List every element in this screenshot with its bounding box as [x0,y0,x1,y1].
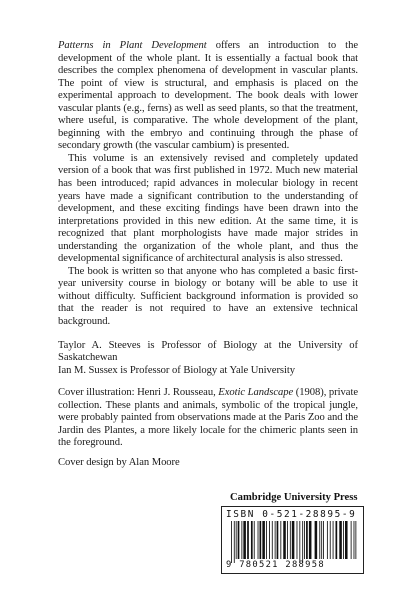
barcode-digits: 9 780521 288958 [226,560,325,570]
isbn-barcode-box [221,506,364,574]
cover-illustration-description: (1908), private collection. These plants and animals, symbolic of the tropical jungle, were probably painted from observations made at the Paris Zoo and the Jardin des Plantes, a more likely locale for the chimeric plants seen in the foreground. [58,387,358,449]
description-paragraph-3: The book is written so that anyone who has completed a basic first-year university course in biology or botany will be able to use it without difficulty. Sufficient background information is provided so that the reader is not required to have an extensive technical background. [58,265,358,328]
book-title: Patterns in Plant Development [58,40,207,51]
description-paragraph-1 [58,40,358,153]
publisher-name: Cambridge University Press [230,492,358,503]
author-bio-sussex: Ian M. Sussex is Professor of Biology at Yale University [58,364,296,376]
cover-illustration-credit [58,387,358,450]
barcode-icon [231,521,357,563]
cover-design-credit: Cover design by Alan Moore [58,456,180,468]
author-bio-steeves: Taylor A. Steeves is Professor of Biology at the University of Saskatchewan [58,339,358,364]
isbn-number: ISBN 0-521-28895-9 [226,509,357,520]
cover-illustration-prefix: Cover illustration: Henri J. Rousseau, [58,387,219,399]
description-paragraph-1-text: offers an introduction to the development of the whole plant. It is essentially a factual book that describes the complex phenomena of development in vascular plants. The point of view is structural, and emphasis is placed on the experimental approach to development. The book deals with lower vascular plants (e.g., ferns) as well as seed plants, so that the treatment, where useful, is comparative. The whole development of the plant, beginning with the embryo and continuing through the phase of secondary growth (the vascular cambium) is presented. [58,40,358,152]
cover-artwork-title: Exotic Landscape [218,387,294,399]
back-cover-text [58,40,358,470]
description-paragraph-2: This volume is an extensively revised and completely updated version of a book that was first published in 1972. Much new material has been introduced; rapid advances in molecular biology in recent years have made a significant contribution to the understanding of development, and these exciting findings have been drawn into the interpretations provided in this new edition. At the same time, it is recognized that plant morphologists have made major strides in understanding the organization of the whole plant, and thus the developmental significance of architectural analysis is also stressed. [58,152,358,265]
